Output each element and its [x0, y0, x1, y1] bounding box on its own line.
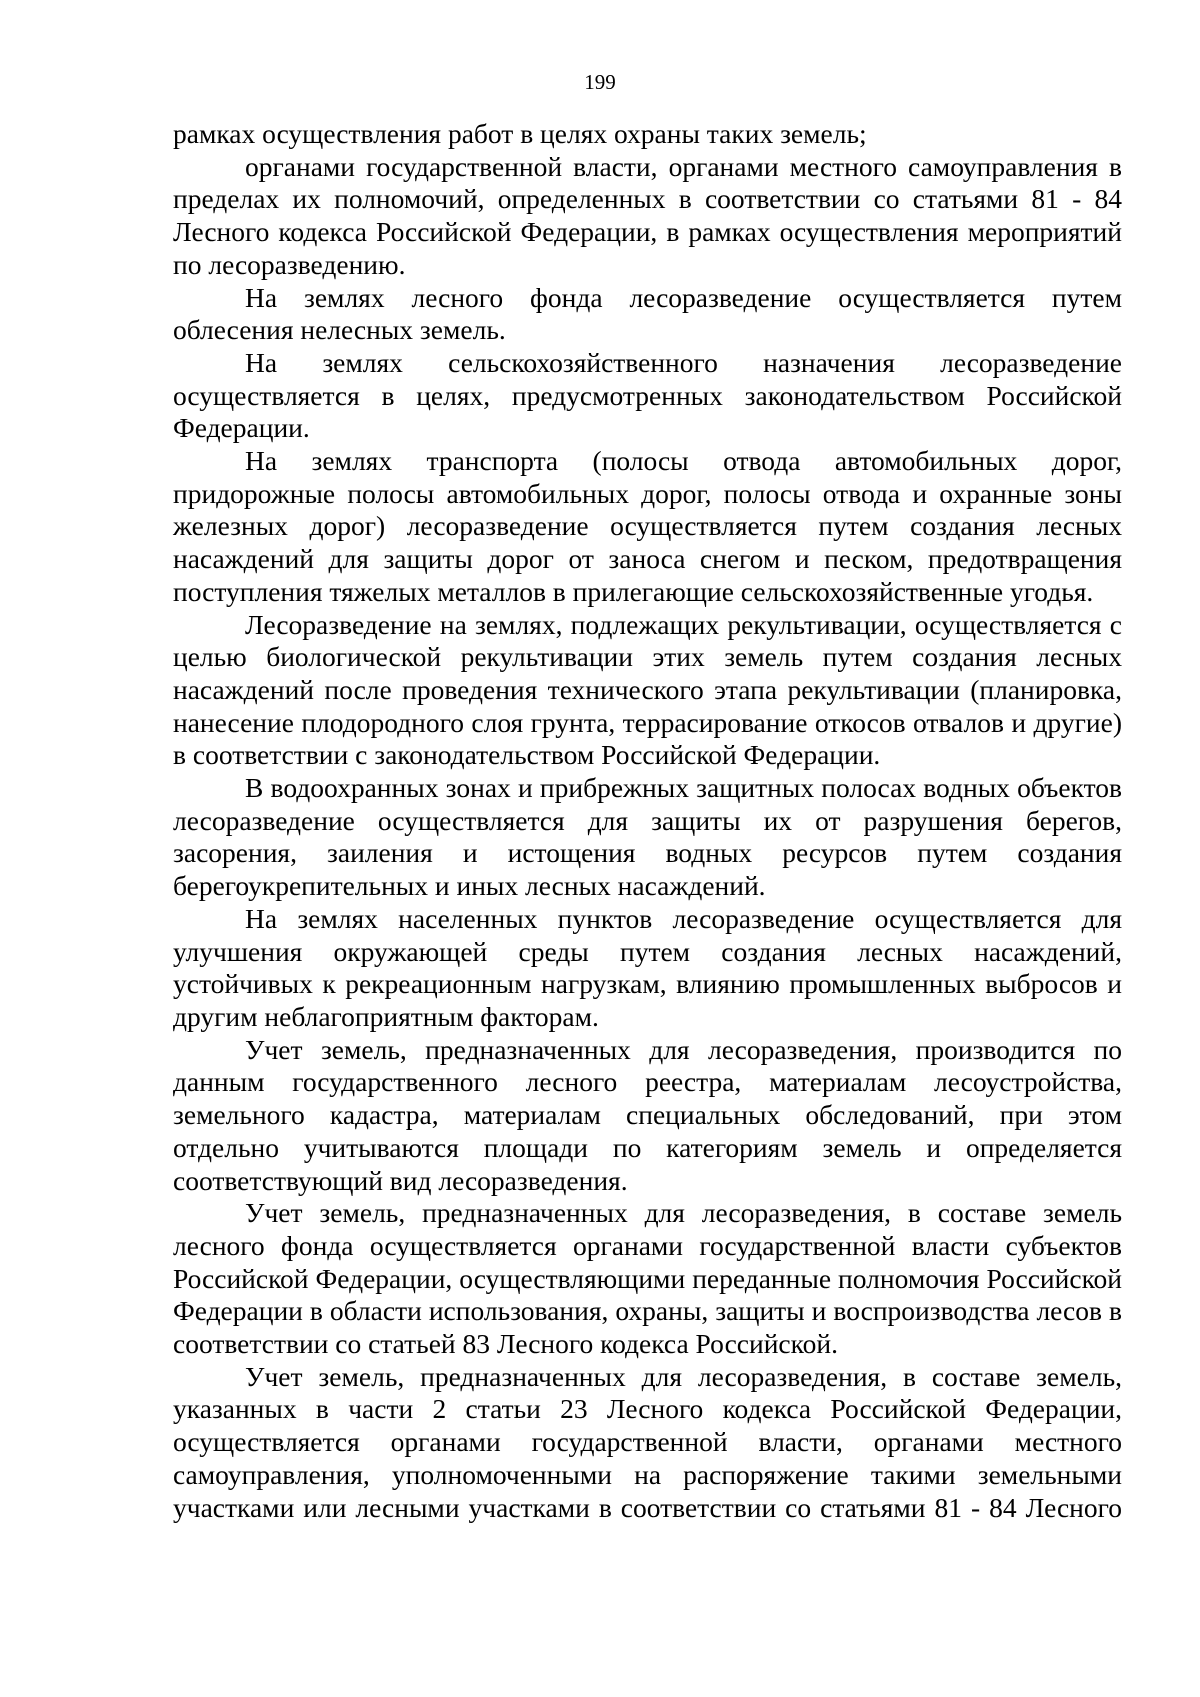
paragraph-land-accounting: Учет земель, предназначенных для лесоразведения, производится по данным государственного лесного реестра, материалам лесоустройства, земельного кадастра, материалам специальных обследований, при этом отдельно учитываются площади по категориям земель и определяется соответствующий вид лесоразведения. [173, 1033, 1122, 1196]
paragraph-reclamation-lands: Лесоразведение на землях, подлежащих рекультивации, осуществляется с целью биологической рекультивации этих земель путем создания лесных насаждений после проведения технического этапа рекультивации (планировка, нанесение плодородного слоя грунта, террасирование откосов отвалов и другие) в соответствии с законодательством Российской Федерации. [173, 608, 1122, 771]
paragraph-transport-lands: На землях транспорта (полосы отвода автомобильных дорог, придорожные полосы автомобильных дорог, полосы отвода и охранные зоны железных дорог) лесоразведение осуществляется путем создания лесных насаждений для защиты дорог от заноса снегом и песком, предотвращения поступления тяжелых металлов в прилегающие сельскохозяйственные угодья. [173, 445, 1122, 607]
paragraph-forest-fund-lands: На землях лесного фонда лесоразведение осуществляется путем облесения нелесных земель. [173, 281, 1122, 346]
paragraph-forest-fund-accounting: Учет земель, предназначенных для лесоразведения, в составе земель лесного фонда осуществляется органами государственной власти субъектов Российской Федерации, осуществляющими переданные полномочия Российской Федерации в области использования, охраны, защиты и воспроизводства лесов в соответствии со статьей 83 Лесного кодекса Российской. [173, 1197, 1122, 1360]
paragraph-other-lands-accounting: Учет земель, предназначенных для лесоразведения, в составе земель, указанных в части 2 статьи 23 Лесного кодекса Российской Федерации, осуществляется органами государственной власти, органами местного самоуправления, уполномоченными на распоряжение такими земельными участками или лесными участками в соответствии со статьями 81 - 84 Лесного [173, 1360, 1122, 1523]
document-body [173, 118, 1122, 1524]
page-number: 199 [584, 70, 616, 94]
paragraph-water-protection-zones: В водоохранных зонах и прибрежных защитных полосах водных объектов лесоразведение осуществляется для защиты их от разрушения берегов, засорения, заиления и истощения водных ресурсов путем создания берегоукрепительных и иных лесных насаждений. [173, 772, 1122, 902]
paragraph-settlement-lands: На землях населенных пунктов лесоразведение осуществляется для улучшения окружающей среды путем создания лесных насаждений, устойчивых к рекреационным нагрузкам, влиянию промышленных выбросов и другим неблагоприятным факторам. [173, 902, 1122, 1032]
paragraph-agricultural-lands: На землях сельскохозяйственного назначения лесоразведение осуществляется в целях, предусмотренных законодательством Российской Федерации. [173, 346, 1122, 444]
paragraph-authorities: органами государственной власти, органами местного самоуправления в пределах их полномочий, определенных в соответствии со статьями 81 - 84 Лесного кодекса Российской Федерации, в рамках осуществления мероприятий по лесоразведению. [173, 150, 1122, 280]
paragraph-continuation: рамках осуществления работ в целях охраны таких земель; [173, 118, 867, 149]
